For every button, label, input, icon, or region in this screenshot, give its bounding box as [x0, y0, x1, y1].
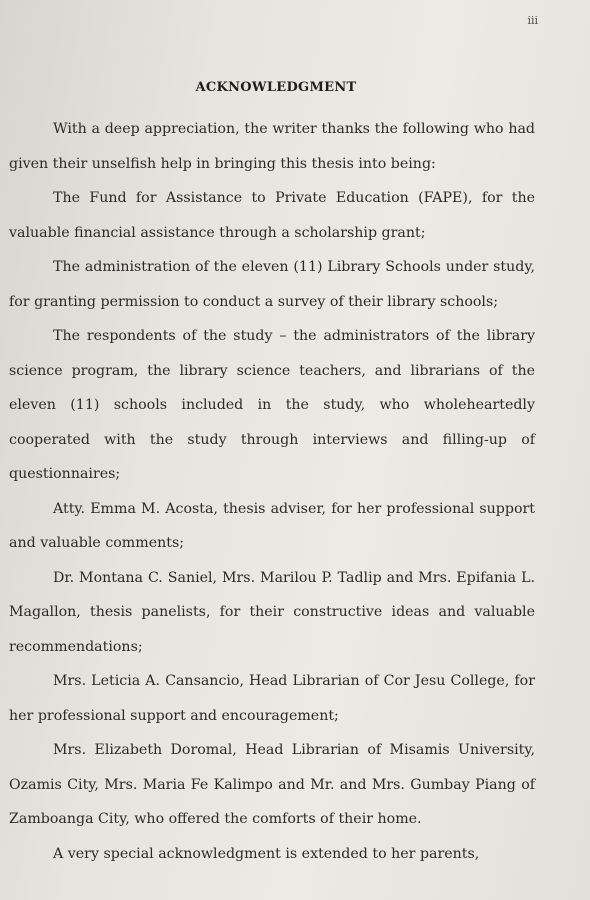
page-number: iii	[527, 14, 538, 27]
paragraph-panelists: Dr. Montana C. Saniel, Mrs. Marilou P. Tadlip and Mrs. Epifania L. Magallon, thesis panelists, for their constructive ideas and valuable recommendations;	[9, 569, 535, 655]
paragraph-parents: A very special acknowledgment is extended to her parents,	[53, 845, 480, 862]
paragraph-respondents: The respondents of the study – the administrators of the library science program, the library science teachers, and librarians of the eleven (11) schools included in the study, who wholeheartedly cooperated with the study through interviews and filling-up of questionnaires;	[9, 328, 535, 482]
paragraph-intro: With a deep appreciation, the writer thanks the following who had given their unselfish help in bringing this thesis into being:	[9, 121, 535, 172]
page-title: ACKNOWLEDGMENT	[195, 80, 357, 95]
paragraph-adviser: Atty. Emma M. Acosta, thesis adviser, for her professional support and valuable comments;	[9, 500, 535, 551]
acknowledgment-body	[9, 112, 535, 871]
paragraph-fape: The Fund for Assistance to Private Education (FAPE), for the valuable financial assistance through a scholarship grant;	[9, 190, 535, 241]
paragraph-cansancio: Mrs. Leticia A. Cansancio, Head Librarian of Cor Jesu College, for her professional support and encouragement;	[9, 673, 535, 724]
paragraph-hosts: Mrs. Elizabeth Doromal, Head Librarian of Misamis University, Ozamis City, Mrs. Maria Fe Kalimpo and Mr. and Mrs. Gumbay Piang of Zamboanga City, who offered the comforts of their home.	[9, 742, 535, 827]
paragraph-administration: The administration of the eleven (11) Library Schools under study, for granting permission to conduct a survey of their library schools;	[9, 259, 535, 310]
